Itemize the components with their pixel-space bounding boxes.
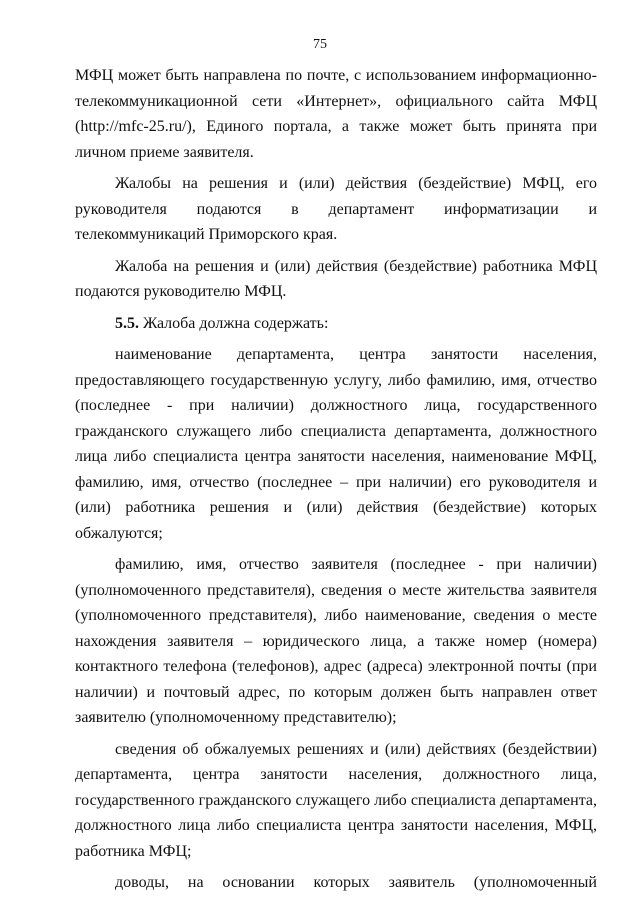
paragraph-complaints-employee: Жалоба на решения и (или) действия (бездействие) работника МФЦ подаются руководителю МФЦ. xyxy=(75,257,597,300)
page-number: 75 xyxy=(313,37,327,52)
list-item: сведения об обжалуемых решениях и (или) действиях (бездействии) департамента, центра занятости населения, должностного лица, государственного гражданского служащего либо специалиста департамента, должностного лица либо специалиста центра занятости населения, МФЦ, работника МФЦ; xyxy=(75,740,597,860)
paragraph-continuation: МФЦ может быть направлена по почте, с использованием информационно-телекоммуникационной сети «Интернет», официального сайта МФЦ (http://mfc-25.ru/), Единого портала, а также может быть принята при личном приеме заявителя. xyxy=(75,67,597,161)
section-number: 5.5. xyxy=(115,314,139,332)
document-body xyxy=(75,63,597,902)
paragraph-complaints-mfc: Жалобы на решения и (или) действия (бездействие) МФЦ, его руководителя подаются в департамент информатизации и телекоммуникаций Приморского края. xyxy=(75,175,597,243)
section-text: Жалоба должна содержать: xyxy=(139,314,329,332)
section-heading xyxy=(75,311,597,337)
list-item: наименование департамента, центра занятости населения, предоставляющего государственную услугу, либо фамилию, имя, отчество (последнее - при наличии) должностного лица, государственного гражданского служащего либо специалиста департамента, должностного лица либо специалиста центра занятости населения, наименование МФЦ, фамилию, имя, отчество (последнее – при наличии) его руководителя и (или) работника решения и (или) действия (бездействие) которых обжалуются; xyxy=(75,346,597,542)
list-item: доводы, на основании которых заявитель (уполномоченный xyxy=(115,874,597,891)
list-item: фамилию, имя, отчество заявителя (последнее - при наличии) (уполномоченного представителя), сведения о месте жительства заявителя (уполномоченного представителя), либо наименование, сведения о месте нахождения заявителя – юридического лица, а также номер (номера) контактного телефона (телефонов), адрес (адреса) электронной почты (при наличии) и почтовый адрес, по которым должен быть направлен ответ заявителю (уполномоченному представителю); xyxy=(75,556,597,726)
